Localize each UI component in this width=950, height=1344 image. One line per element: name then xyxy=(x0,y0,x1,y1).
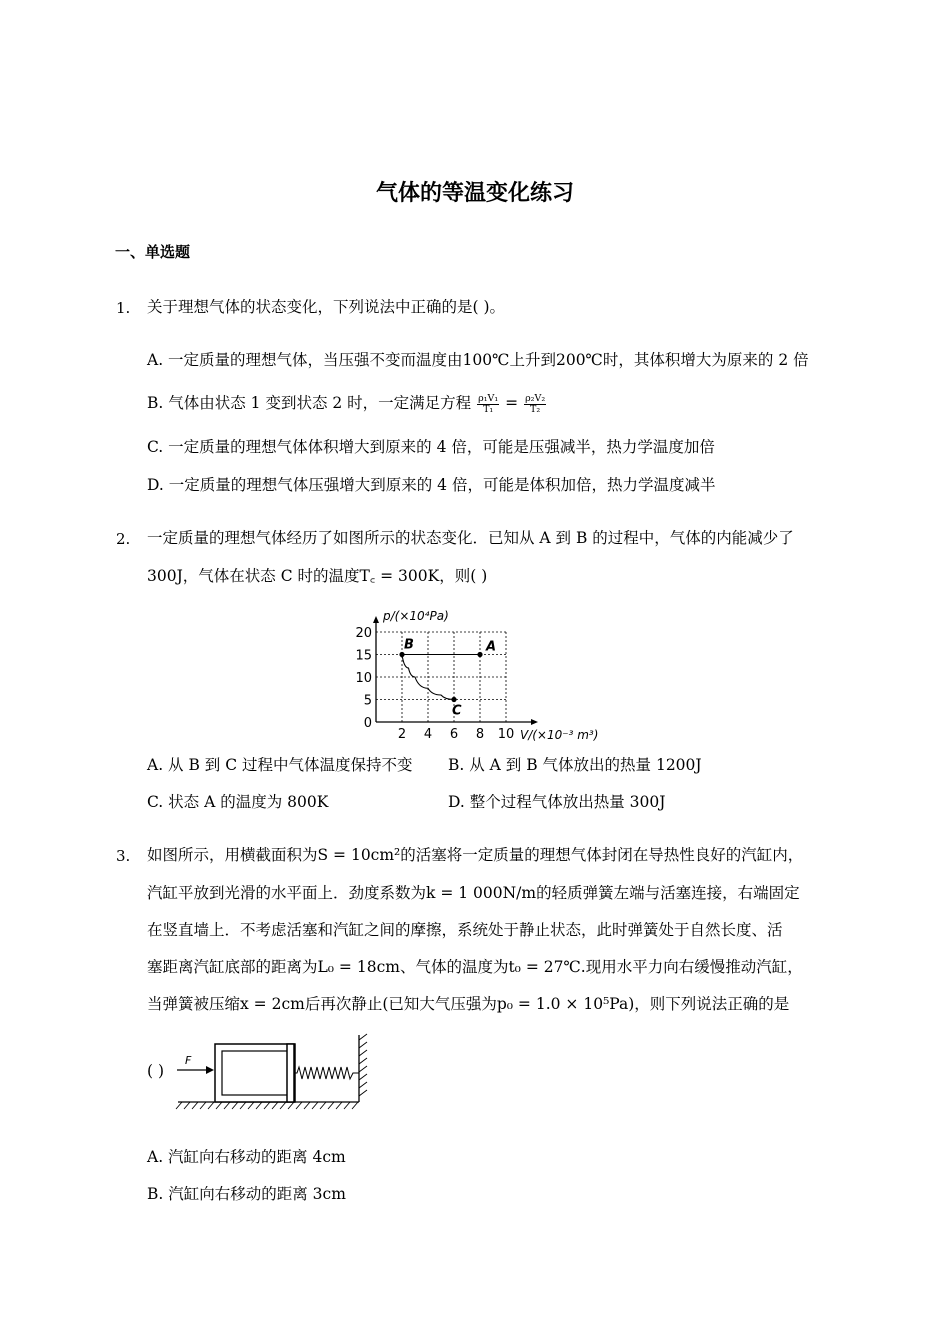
wall-hatching xyxy=(359,1034,367,1096)
point-A xyxy=(477,652,482,657)
spring xyxy=(294,1067,359,1079)
question-stem-line-2: 300J，气体在状态 C 时的温度T꜀ = 300K，则( ) xyxy=(147,567,488,585)
point-label-A: A xyxy=(486,639,497,655)
y-tick-label: 10 xyxy=(355,671,372,686)
question-text-line-3: 在竖直墙上．不考虑活塞和汽缸之间的摩擦，系统处于静止状态，此时弹簧处于自然长度、活 xyxy=(147,921,783,939)
point-label-B: B xyxy=(404,637,414,653)
pv-xlabel: V/(×10⁻³ m³) xyxy=(520,728,599,742)
equals-sign: = xyxy=(505,394,519,412)
x-axis-arrow xyxy=(531,719,538,725)
fraction-1-denominator: T₁ xyxy=(483,403,494,415)
option-b xyxy=(147,391,547,414)
y-tick-label: 0 xyxy=(363,716,372,731)
option-b: B. 从 A 到 B 气体放出的热量 1200J xyxy=(448,756,702,774)
option-d: D. 一定质量的理想气体压强增大到原来的 4 倍，可能是体积加倍，热力学温度减半 xyxy=(147,476,716,494)
fraction-2-numerator: ρ₂V₂ xyxy=(525,392,546,404)
question-stem-line-1: 一定质量的理想气体经历了如图所示的状态变化．已知从 A 到 B 的过程中，气体的内能减少了 xyxy=(147,529,794,547)
section-heading: 一、单选题 xyxy=(115,243,191,261)
question-number: 1. xyxy=(116,299,131,317)
question-text-line-2: 汽缸平放到光滑的水平面上．劲度系数为k = 1 000N/m的轻质弹簧左端与活塞连接，右端固定 xyxy=(147,884,800,902)
y-axis-arrow xyxy=(373,616,379,623)
option-d: D. 整个过程气体放出热量 300J xyxy=(448,793,666,811)
y-tick-label: 5 xyxy=(363,693,372,709)
piston xyxy=(287,1044,294,1102)
option-b: B. 汽缸向右移动的距离 3cm xyxy=(147,1185,346,1203)
question-text-line-1: 如图所示，用横截面积为S = 10cm²的活塞将一定质量的理想气体封闭在导热性良好的汽缸内， xyxy=(147,846,804,864)
option-c: C. 一定质量的理想气体体积增大到原来的 4 倍，可能是压强减半，热力学温度加倍 xyxy=(147,438,715,456)
fraction-1 xyxy=(477,394,499,415)
point-label-C: C xyxy=(452,703,462,719)
x-tick-label: 8 xyxy=(475,727,485,742)
option-b-text: B. 气体由状态 1 变到状态 2 时，一定满足方程 xyxy=(147,394,472,412)
question-text-line-5: 当弹簧被压缩x = 2cm后再次静止(已知大气压强为p₀ = 1.0 × 10⁵Pa)，则下列说法正确的是 xyxy=(147,995,790,1013)
option-a: A. 汽缸向右移动的距离 4cm xyxy=(147,1148,346,1166)
pv-diagram xyxy=(350,606,620,744)
x-tick-label: 2 xyxy=(397,727,407,742)
answer-paren: ( ) xyxy=(147,1062,165,1080)
option-c: C. 状态 A 的温度为 800K xyxy=(147,793,329,811)
option-a: A. 从 B 到 C 过程中气体温度保持不变 xyxy=(147,756,413,774)
fraction-2-denominator: T₂ xyxy=(530,403,541,415)
cylinder-inner xyxy=(222,1051,288,1095)
force-arrowhead xyxy=(206,1066,214,1074)
fraction-2 xyxy=(524,394,546,415)
question-number: 3. xyxy=(116,847,131,865)
point-C xyxy=(451,697,456,702)
force-label: F xyxy=(185,1054,192,1067)
x-tick-label: 6 xyxy=(449,727,459,742)
floor-hatching xyxy=(176,1102,358,1109)
cylinder-spring-diagram xyxy=(170,1030,380,1112)
point-B xyxy=(399,652,404,657)
question-stem: 关于理想气体的状态变化，下列说法中正确的是( )。 xyxy=(147,298,506,316)
question-text-line-4: 塞距离汽缸底部的距离为L₀ = 18cm、气体的温度为t₀ = 27℃.现用水平力向右缓慢推动汽缸， xyxy=(147,958,803,976)
option-a: A. 一定质量的理想气体，当压强不变而温度由100℃上升到200℃时，其体积增大为原来的 2 倍 xyxy=(147,351,809,369)
x-tick-label: 4 xyxy=(423,727,433,742)
y-tick-label: 20 xyxy=(355,626,372,641)
page-title: 气体的等温变化练习 xyxy=(375,181,574,206)
pv-points xyxy=(399,638,496,719)
question-number: 2. xyxy=(116,530,131,548)
fraction-1-numerator: ρ₁V₁ xyxy=(478,392,499,404)
x-tick-label: 10 xyxy=(497,727,515,742)
pv-ylabel: p/(×10⁴Pa) xyxy=(383,609,449,623)
y-tick-label: 15 xyxy=(355,648,372,664)
